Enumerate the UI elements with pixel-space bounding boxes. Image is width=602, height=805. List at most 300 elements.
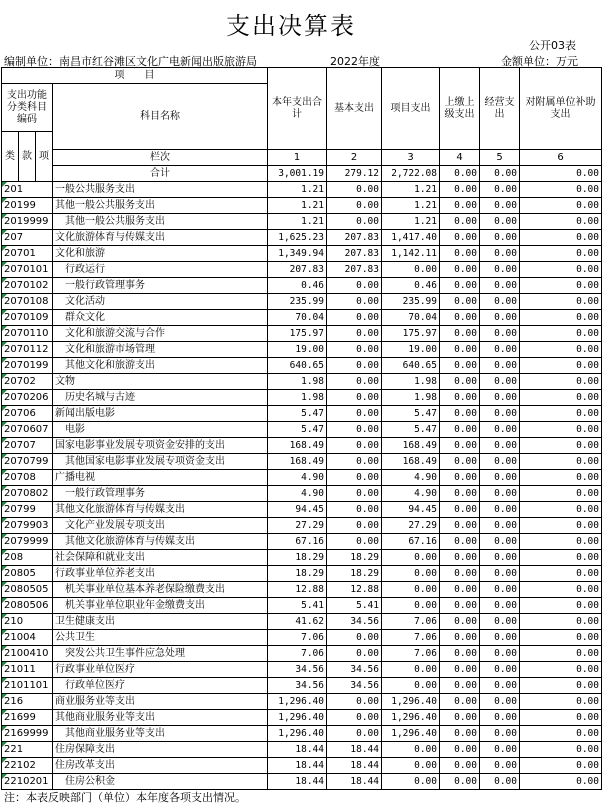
row-value: 0.00: [440, 454, 480, 470]
row-value: 41.62: [268, 614, 327, 630]
table-row: [2, 278, 602, 294]
row-value: 0.00: [520, 342, 602, 358]
row-value: 0.00: [440, 758, 480, 774]
row-value: 0.00: [480, 662, 520, 678]
row-name: 公共卫生: [53, 630, 268, 646]
row-value: 5.47: [268, 422, 327, 438]
row-code: 221: [2, 742, 53, 758]
row-name: 一般行政管理事务: [53, 486, 268, 502]
row-value: 0.00: [327, 518, 382, 534]
money-unit: 金额单位：万元: [501, 55, 578, 68]
row-value: 0.00: [440, 182, 480, 198]
row-value: 0.00: [327, 214, 382, 230]
total-value: 0.00: [480, 166, 520, 182]
table-row: [2, 502, 602, 518]
row-value: 18.44: [268, 758, 327, 774]
row-code: 2070607: [2, 422, 53, 438]
row-value: 0.00: [327, 294, 382, 310]
row-name: 其他文化和旅游支出: [53, 358, 268, 374]
row-name: 其他文化旅游体育与传媒支出: [53, 534, 268, 550]
row-name: 文化和旅游市场管理: [53, 342, 268, 358]
row-name: 新闻出版电影: [53, 406, 268, 422]
row-value: 0.00: [480, 438, 520, 454]
row-value: 34.56: [327, 678, 382, 694]
row-value: 0.00: [327, 534, 382, 550]
page-title: 支出决算表: [226, 12, 356, 40]
row-value: 0.00: [327, 726, 382, 742]
row-value: 0.00: [440, 502, 480, 518]
row-value: 0.00: [327, 502, 382, 518]
table-row: [2, 742, 602, 758]
row-value: 207.83: [268, 262, 327, 278]
row-value: 0.00: [520, 614, 602, 630]
row-value: 18.44: [327, 758, 382, 774]
row-value: 34.56: [327, 614, 382, 630]
row-value: 5.41: [327, 598, 382, 614]
row-value: 0.00: [327, 646, 382, 662]
row-value: 0.00: [480, 374, 520, 390]
row-value: 0.00: [327, 182, 382, 198]
row-value: 0.00: [480, 566, 520, 582]
row-value: 18.29: [327, 550, 382, 566]
row-value: 67.16: [382, 534, 440, 550]
row-value: 1.98: [268, 374, 327, 390]
row-value: 0.00: [440, 566, 480, 582]
row-value: 0.00: [327, 390, 382, 406]
name-col-header: 科目名称: [53, 84, 268, 150]
row-value: 0.00: [382, 582, 440, 598]
row-value: 18.44: [268, 774, 327, 790]
row-code: 20805: [2, 566, 53, 582]
row-value: 235.99: [382, 294, 440, 310]
row-code: 201: [2, 182, 53, 198]
row-value: 0.00: [440, 534, 480, 550]
row-value: 0.00: [382, 598, 440, 614]
row-value: 168.49: [382, 438, 440, 454]
row-value: 640.65: [382, 358, 440, 374]
row-code: 21004: [2, 630, 53, 646]
row-value: 0.00: [480, 678, 520, 694]
row-value: 0.00: [382, 774, 440, 790]
row-value: 0.00: [440, 406, 480, 422]
row-code: 20702: [2, 374, 53, 390]
row-name: 文化和旅游交流与合作: [53, 326, 268, 342]
row-value: 18.44: [327, 774, 382, 790]
row-value: 0.00: [480, 310, 520, 326]
row-code: 2070112: [2, 342, 53, 358]
row-value: 0.00: [327, 470, 382, 486]
row-value: 0.00: [520, 774, 602, 790]
row-code: 2210201: [2, 774, 53, 790]
row-value: 27.29: [382, 518, 440, 534]
row-value: 1.98: [382, 390, 440, 406]
row-value: 0.00: [520, 742, 602, 758]
row-value: 18.44: [327, 742, 382, 758]
row-value: 0.00: [520, 726, 602, 742]
row-name: 卫生健康支出: [53, 614, 268, 630]
row-value: 0.00: [480, 230, 520, 246]
row-value: 0.00: [520, 694, 602, 710]
row-value: 0.00: [440, 422, 480, 438]
row-value: 0.00: [520, 358, 602, 374]
row-value: 0.00: [440, 486, 480, 502]
row-value: 168.49: [268, 454, 327, 470]
row-value: 640.65: [268, 358, 327, 374]
row-code: 2070108: [2, 294, 53, 310]
row-code: 22102: [2, 758, 53, 774]
row-code: 2169999: [2, 726, 53, 742]
row-value: 207.83: [327, 246, 382, 262]
row-value: 18.29: [268, 550, 327, 566]
row-name: 住房公积金: [53, 774, 268, 790]
table-row: [2, 470, 602, 486]
row-value: 0.00: [440, 310, 480, 326]
row-value: 0.00: [327, 198, 382, 214]
row-value: 0.00: [440, 342, 480, 358]
table-row: [2, 214, 602, 230]
row-value: 0.00: [520, 454, 602, 470]
row-value: 0.00: [382, 742, 440, 758]
row-value: 5.47: [382, 406, 440, 422]
row-value: 1,296.40: [382, 694, 440, 710]
row-value: 0.00: [440, 198, 480, 214]
row-code: 20708: [2, 470, 53, 486]
row-name: 社会保障和就业支出: [53, 550, 268, 566]
row-name: 其他文化旅游体育与传媒支出: [53, 502, 268, 518]
row-value: 0.00: [327, 486, 382, 502]
row-name: 国家电影事业发展专项资金安排的支出: [53, 438, 268, 454]
row-value: 0.00: [440, 774, 480, 790]
row-value: 7.06: [382, 614, 440, 630]
row-value: 0.00: [480, 582, 520, 598]
row-value: 0.00: [480, 646, 520, 662]
row-value: 0.00: [327, 342, 382, 358]
row-name: 行政运行: [53, 262, 268, 278]
row-value: 4.90: [268, 470, 327, 486]
table-row: [2, 710, 602, 726]
table-row: [2, 230, 602, 246]
table-row: [2, 630, 602, 646]
row-value: 5.47: [268, 406, 327, 422]
xiang-header: 项: [36, 132, 53, 182]
row-code: 2101101: [2, 678, 53, 694]
table-row: [2, 358, 602, 374]
row-value: 7.06: [268, 630, 327, 646]
row-value: 0.00: [480, 342, 520, 358]
row-value: 1,625.23: [268, 230, 327, 246]
row-value: 70.04: [382, 310, 440, 326]
row-value: 0.00: [327, 710, 382, 726]
row-value: 0.46: [268, 278, 327, 294]
row-value: 175.97: [382, 326, 440, 342]
table-row: [2, 486, 602, 502]
row-value: 168.49: [382, 454, 440, 470]
row-value: 0.00: [480, 406, 520, 422]
total-value: 0.00: [520, 166, 602, 182]
row-name: 文化活动: [53, 294, 268, 310]
row-name: 行政事业单位医疗: [53, 662, 268, 678]
row-code: 20701: [2, 246, 53, 262]
row-value: 5.47: [382, 422, 440, 438]
row-code: 2070102: [2, 278, 53, 294]
row-name: 文化旅游体育与传媒支出: [53, 230, 268, 246]
table-row: [2, 614, 602, 630]
row-value: 0.00: [520, 582, 602, 598]
table-row: [2, 294, 602, 310]
row-value: 0.00: [480, 598, 520, 614]
row-value: 7.06: [382, 630, 440, 646]
row-value: 0.00: [382, 566, 440, 582]
row-value: 12.88: [268, 582, 327, 598]
row-code: 216: [2, 694, 53, 710]
row-value: 7.06: [268, 646, 327, 662]
row-value: 5.41: [268, 598, 327, 614]
total-value: 279.12: [327, 166, 382, 182]
row-value: 0.00: [480, 518, 520, 534]
row-value: 0.00: [327, 694, 382, 710]
table-row: [2, 182, 602, 198]
row-value: 0.00: [520, 214, 602, 230]
row-name: 历史名城与古迹: [53, 390, 268, 406]
row-value: 1,296.40: [268, 726, 327, 742]
row-code: 2070109: [2, 310, 53, 326]
row-value: 0.00: [440, 550, 480, 566]
row-value: 94.45: [268, 502, 327, 518]
row-code: 210: [2, 614, 53, 630]
row-value: 0.00: [480, 422, 520, 438]
table-row: [2, 374, 602, 390]
row-value: 0.00: [440, 518, 480, 534]
table-row: [2, 726, 602, 742]
table-row: [2, 390, 602, 406]
row-value: 0.00: [480, 630, 520, 646]
row-value: 0.00: [480, 614, 520, 630]
row-value: 0.00: [520, 326, 602, 342]
row-value: 0.00: [480, 198, 520, 214]
row-value: 0.00: [327, 422, 382, 438]
row-name: 商业服务业等支出: [53, 694, 268, 710]
row-value: 1.21: [382, 198, 440, 214]
row-value: 0.00: [520, 550, 602, 566]
row-value: 0.00: [382, 262, 440, 278]
col-num: 1: [268, 150, 327, 166]
row-value: 0.00: [327, 310, 382, 326]
row-value: 19.00: [382, 342, 440, 358]
row-value: 0.00: [480, 262, 520, 278]
row-value: 0.00: [520, 278, 602, 294]
row-value: 0.00: [480, 214, 520, 230]
kuan-header: 款: [19, 132, 36, 182]
table-row: [2, 454, 602, 470]
row-value: 168.49: [268, 438, 327, 454]
row-name: 一般公共服务支出: [53, 182, 268, 198]
row-code: 2070101: [2, 262, 53, 278]
row-value: 0.00: [440, 374, 480, 390]
row-value: 0.00: [480, 502, 520, 518]
row-value: 0.00: [440, 390, 480, 406]
row-value: 0.00: [480, 694, 520, 710]
table-row: [2, 326, 602, 342]
row-value: 0.00: [520, 758, 602, 774]
row-value: 0.00: [480, 486, 520, 502]
table-row: [2, 646, 602, 662]
row-value: 0.00: [480, 742, 520, 758]
row-value: 0.00: [382, 678, 440, 694]
row-value: 0.00: [520, 390, 602, 406]
row-value: 1.21: [382, 182, 440, 198]
row-code: 2070802: [2, 486, 53, 502]
row-value: 1,142.11: [382, 246, 440, 262]
row-name: 其他一般公共服务支出: [53, 198, 268, 214]
row-value: 0.00: [480, 358, 520, 374]
row-value: 1,296.40: [268, 710, 327, 726]
row-value: 0.00: [440, 742, 480, 758]
row-value: 0.00: [520, 486, 602, 502]
table-row: [2, 566, 602, 582]
row-code: 2100410: [2, 646, 53, 662]
row-value: 18.29: [268, 566, 327, 582]
table-row: [2, 598, 602, 614]
row-name: 电影: [53, 422, 268, 438]
col-num: 2: [327, 150, 382, 166]
row-name: 住房保障支出: [53, 742, 268, 758]
table-row: [2, 518, 602, 534]
col-num: 5: [480, 150, 520, 166]
footnote: 注：本表反映部门（单位）本年度各项支出情况。: [4, 791, 246, 804]
row-value: 0.00: [520, 230, 602, 246]
row-value: 1.21: [268, 198, 327, 214]
row-value: 7.06: [382, 646, 440, 662]
row-value: 235.99: [268, 294, 327, 310]
row-name: 住房改革支出: [53, 758, 268, 774]
table-row: [2, 262, 602, 278]
row-name: 文化产业发展专项支出: [53, 518, 268, 534]
row-value: 0.00: [520, 630, 602, 646]
row-value: 0.00: [520, 294, 602, 310]
col-basic-header: 基本支出: [327, 68, 382, 150]
row-value: 0.00: [480, 726, 520, 742]
row-value: 0.00: [440, 326, 480, 342]
table-row: [2, 774, 602, 790]
compiling-unit: 编制单位：南昌市红谷滩区文化广电新闻出版旅游局: [4, 55, 257, 68]
row-value: 207.83: [327, 262, 382, 278]
project-header: 项 目: [2, 68, 268, 84]
row-value: 0.00: [520, 598, 602, 614]
row-value: 0.00: [440, 710, 480, 726]
row-value: 0.00: [480, 182, 520, 198]
row-value: 0.00: [382, 550, 440, 566]
col-project-header: 项目支出: [382, 68, 440, 150]
row-value: 0.00: [440, 262, 480, 278]
col-business-header: 经营支出: [480, 68, 520, 150]
form-code: 公开03表: [529, 39, 576, 52]
row-code: 2070199: [2, 358, 53, 374]
row-value: 1,296.40: [268, 694, 327, 710]
row-name: 行政事业单位养老支出: [53, 566, 268, 582]
row-name: 行政单位医疗: [53, 678, 268, 694]
row-value: 0.00: [520, 502, 602, 518]
lanci-label: 栏次: [53, 150, 268, 166]
row-value: 12.88: [327, 582, 382, 598]
row-value: 0.00: [520, 422, 602, 438]
row-value: 0.00: [327, 406, 382, 422]
table-row: [2, 582, 602, 598]
row-value: 0.00: [520, 662, 602, 678]
row-value: 0.00: [480, 294, 520, 310]
row-name: 文化和旅游: [53, 246, 268, 262]
row-code: 20799: [2, 502, 53, 518]
row-code: 2080506: [2, 598, 53, 614]
row-value: 0.00: [480, 390, 520, 406]
expenditure-table: [1, 67, 602, 790]
row-value: 0.00: [440, 614, 480, 630]
row-value: 4.90: [382, 486, 440, 502]
row-value: 0.00: [440, 582, 480, 598]
row-value: 0.00: [520, 374, 602, 390]
table-row: [2, 694, 602, 710]
row-code: 2079903: [2, 518, 53, 534]
row-value: 27.29: [268, 518, 327, 534]
table-row: [2, 678, 602, 694]
row-value: 0.00: [480, 454, 520, 470]
col-subsidy-header: 对附属单位补助支出: [520, 68, 602, 150]
row-value: 1.98: [268, 390, 327, 406]
row-value: 0.00: [520, 310, 602, 326]
row-name: 其他国家电影事业发展专项资金支出: [53, 454, 268, 470]
row-value: 0.00: [520, 246, 602, 262]
row-name: 广播电视: [53, 470, 268, 486]
row-value: 0.00: [480, 774, 520, 790]
table-row: [2, 534, 602, 550]
table-body: [2, 182, 602, 790]
table-row: [2, 550, 602, 566]
table-row: [2, 198, 602, 214]
row-value: 0.00: [480, 326, 520, 342]
row-value: 0.00: [440, 294, 480, 310]
row-code: 2080505: [2, 582, 53, 598]
row-value: 0.00: [520, 534, 602, 550]
row-value: 1.21: [268, 214, 327, 230]
table-row: [2, 406, 602, 422]
row-code: 21011: [2, 662, 53, 678]
row-value: 0.00: [440, 630, 480, 646]
row-code: 208: [2, 550, 53, 566]
row-value: 0.00: [520, 566, 602, 582]
row-value: 0.00: [327, 374, 382, 390]
row-value: 4.90: [268, 486, 327, 502]
row-value: 1,296.40: [382, 710, 440, 726]
row-value: 18.44: [268, 742, 327, 758]
row-value: 67.16: [268, 534, 327, 550]
row-value: 0.00: [327, 358, 382, 374]
row-value: 1,296.40: [382, 726, 440, 742]
total-value: 3,001.19: [268, 166, 327, 182]
row-name: 机关事业单位基本养老保险缴费支出: [53, 582, 268, 598]
total-value: 0.00: [440, 166, 480, 182]
row-value: 0.00: [520, 198, 602, 214]
row-value: 0.00: [440, 678, 480, 694]
row-value: 0.00: [327, 630, 382, 646]
row-value: 19.00: [268, 342, 327, 358]
table-row: [2, 342, 602, 358]
row-value: 0.00: [520, 182, 602, 198]
row-name: 其他商业服务业等支出: [53, 710, 268, 726]
row-value: 0.00: [440, 278, 480, 294]
row-value: 0.00: [440, 726, 480, 742]
total-label: 合计: [53, 166, 268, 182]
row-value: 0.00: [440, 214, 480, 230]
row-value: 1,417.40: [382, 230, 440, 246]
